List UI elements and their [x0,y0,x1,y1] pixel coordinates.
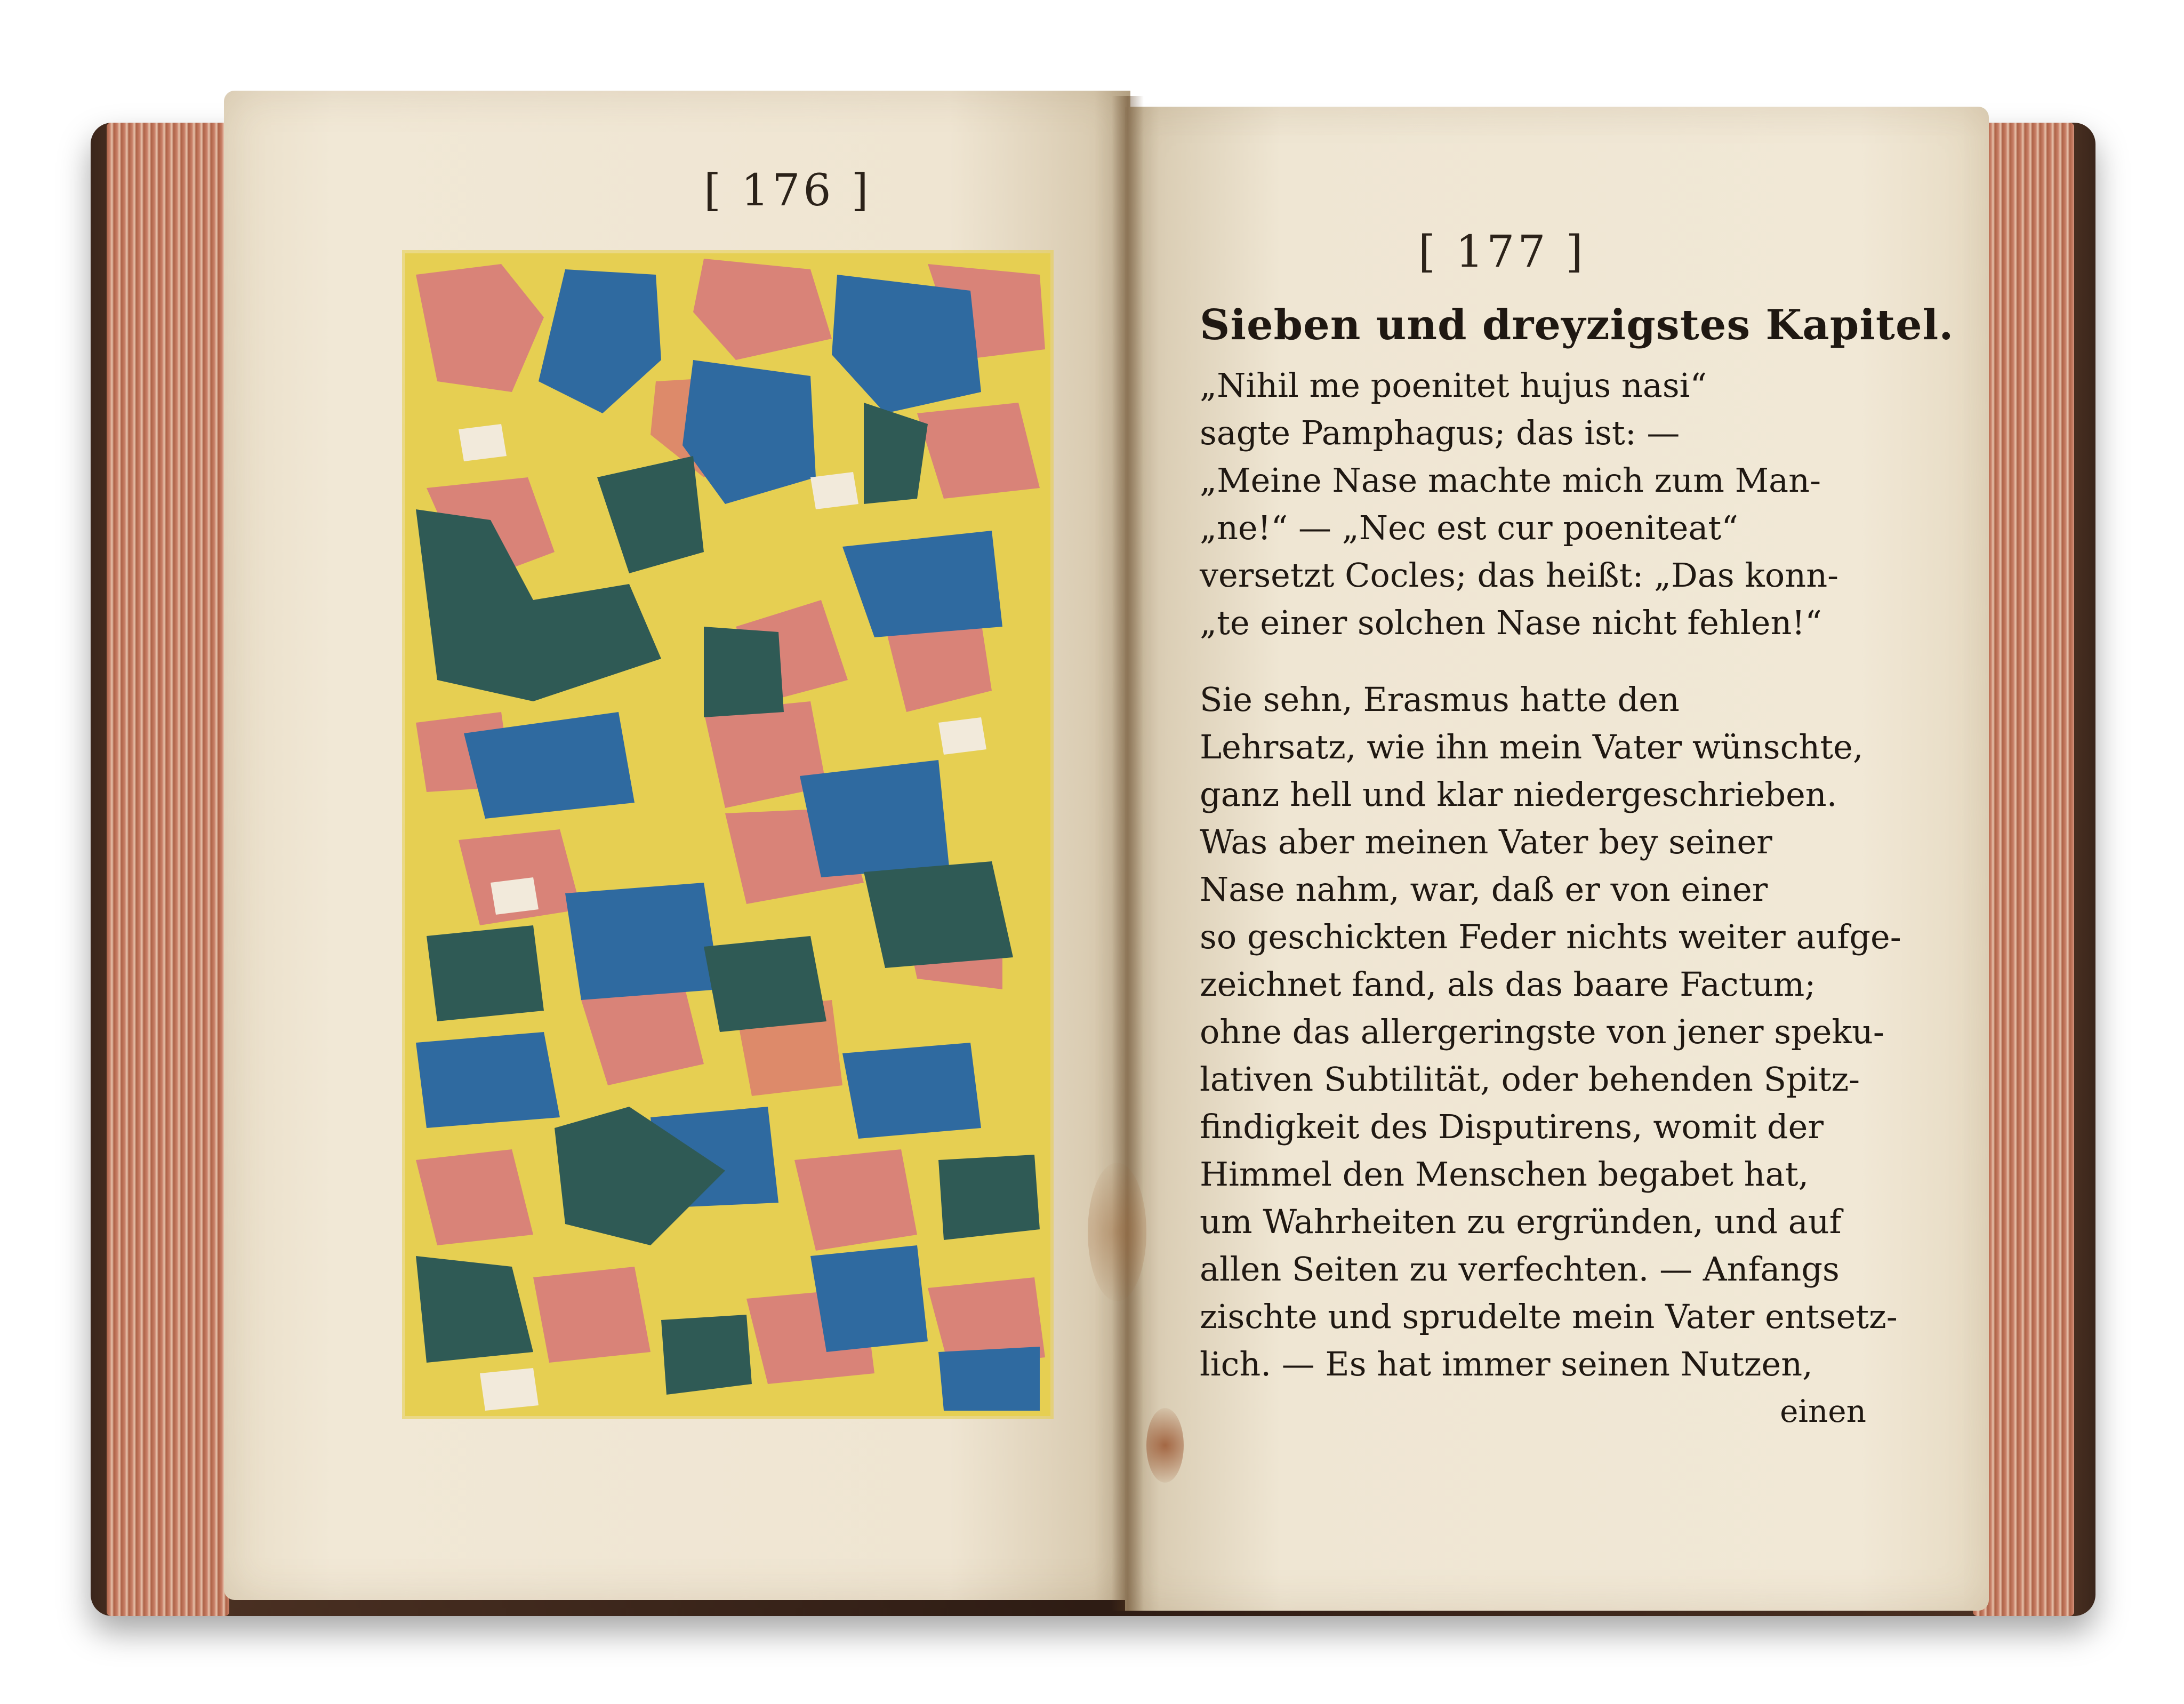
text-line: so geschickten Feder nichts weiter aufge- [1200,917,1901,956]
stain [1088,1163,1146,1301]
painting-patches [405,253,1050,1416]
book-gutter [1112,96,1144,1611]
text-line: lich. — Es hat immer seinen Nutzen, [1200,1345,1813,1383]
catchword: einen [1780,1393,1866,1429]
page-edges-left [107,123,229,1616]
chapter-heading: Sieben und dreyzigstes Kapitel. [1200,301,1954,349]
text-line: „ne!“ — „Nec est cur poeniteat“ [1200,508,1739,547]
text-line: Sie sehn, Erasmus hatte den [1200,680,1680,719]
page-number-left: [ 176 ] [704,165,872,216]
text-line: zischte und sprudelte mein Vater entsetz- [1200,1297,1898,1336]
text-line: versetzt Cocles; das heißt: „Das konn- [1200,556,1839,595]
text-line: ganz hell und klar niedergeschrieben. [1200,775,1837,814]
stain [1146,1408,1184,1483]
abstract-painting [405,253,1050,1416]
text-line: „te einer solchen Nase nicht fehlen!“ [1200,603,1822,642]
text-line: findigkeit des Disputirens, womit der [1200,1107,1824,1146]
text-line: allen Seiten zu verfechten. — Anfangs [1200,1250,1840,1289]
text-line: lativen Subtilität, oder behenden Spitz- [1200,1060,1860,1099]
text-line: um Wahrheiten zu ergründen, und auf [1200,1202,1842,1241]
paragraph-2 [1200,676,1901,1388]
text-line: Was aber meinen Vater bey seiner [1200,822,1772,861]
text-line: zeichnet fand, als das baare Factum; [1200,965,1816,1004]
text-line: Nase nahm, war, daß er von einer [1200,870,1768,909]
text-line: Himmel den Menschen begabet hat, [1200,1155,1809,1194]
text-line: ohne das allergeringste von jener speku- [1200,1012,1884,1051]
text-line: „Nihil me poenitet hujus nasi“ [1200,366,1707,405]
text-line: „Meine Nase machte mich zum Man- [1200,461,1821,500]
text-line: sagte Pamphagus; das ist: — [1200,413,1680,452]
paragraph-1 [1200,362,1882,646]
page-number-right: [ 177 ] [1418,227,1586,277]
text-line: Lehrsatz, wie ihn mein Vater wünschte, [1200,727,1864,766]
right-page-text [1200,299,1954,1433]
